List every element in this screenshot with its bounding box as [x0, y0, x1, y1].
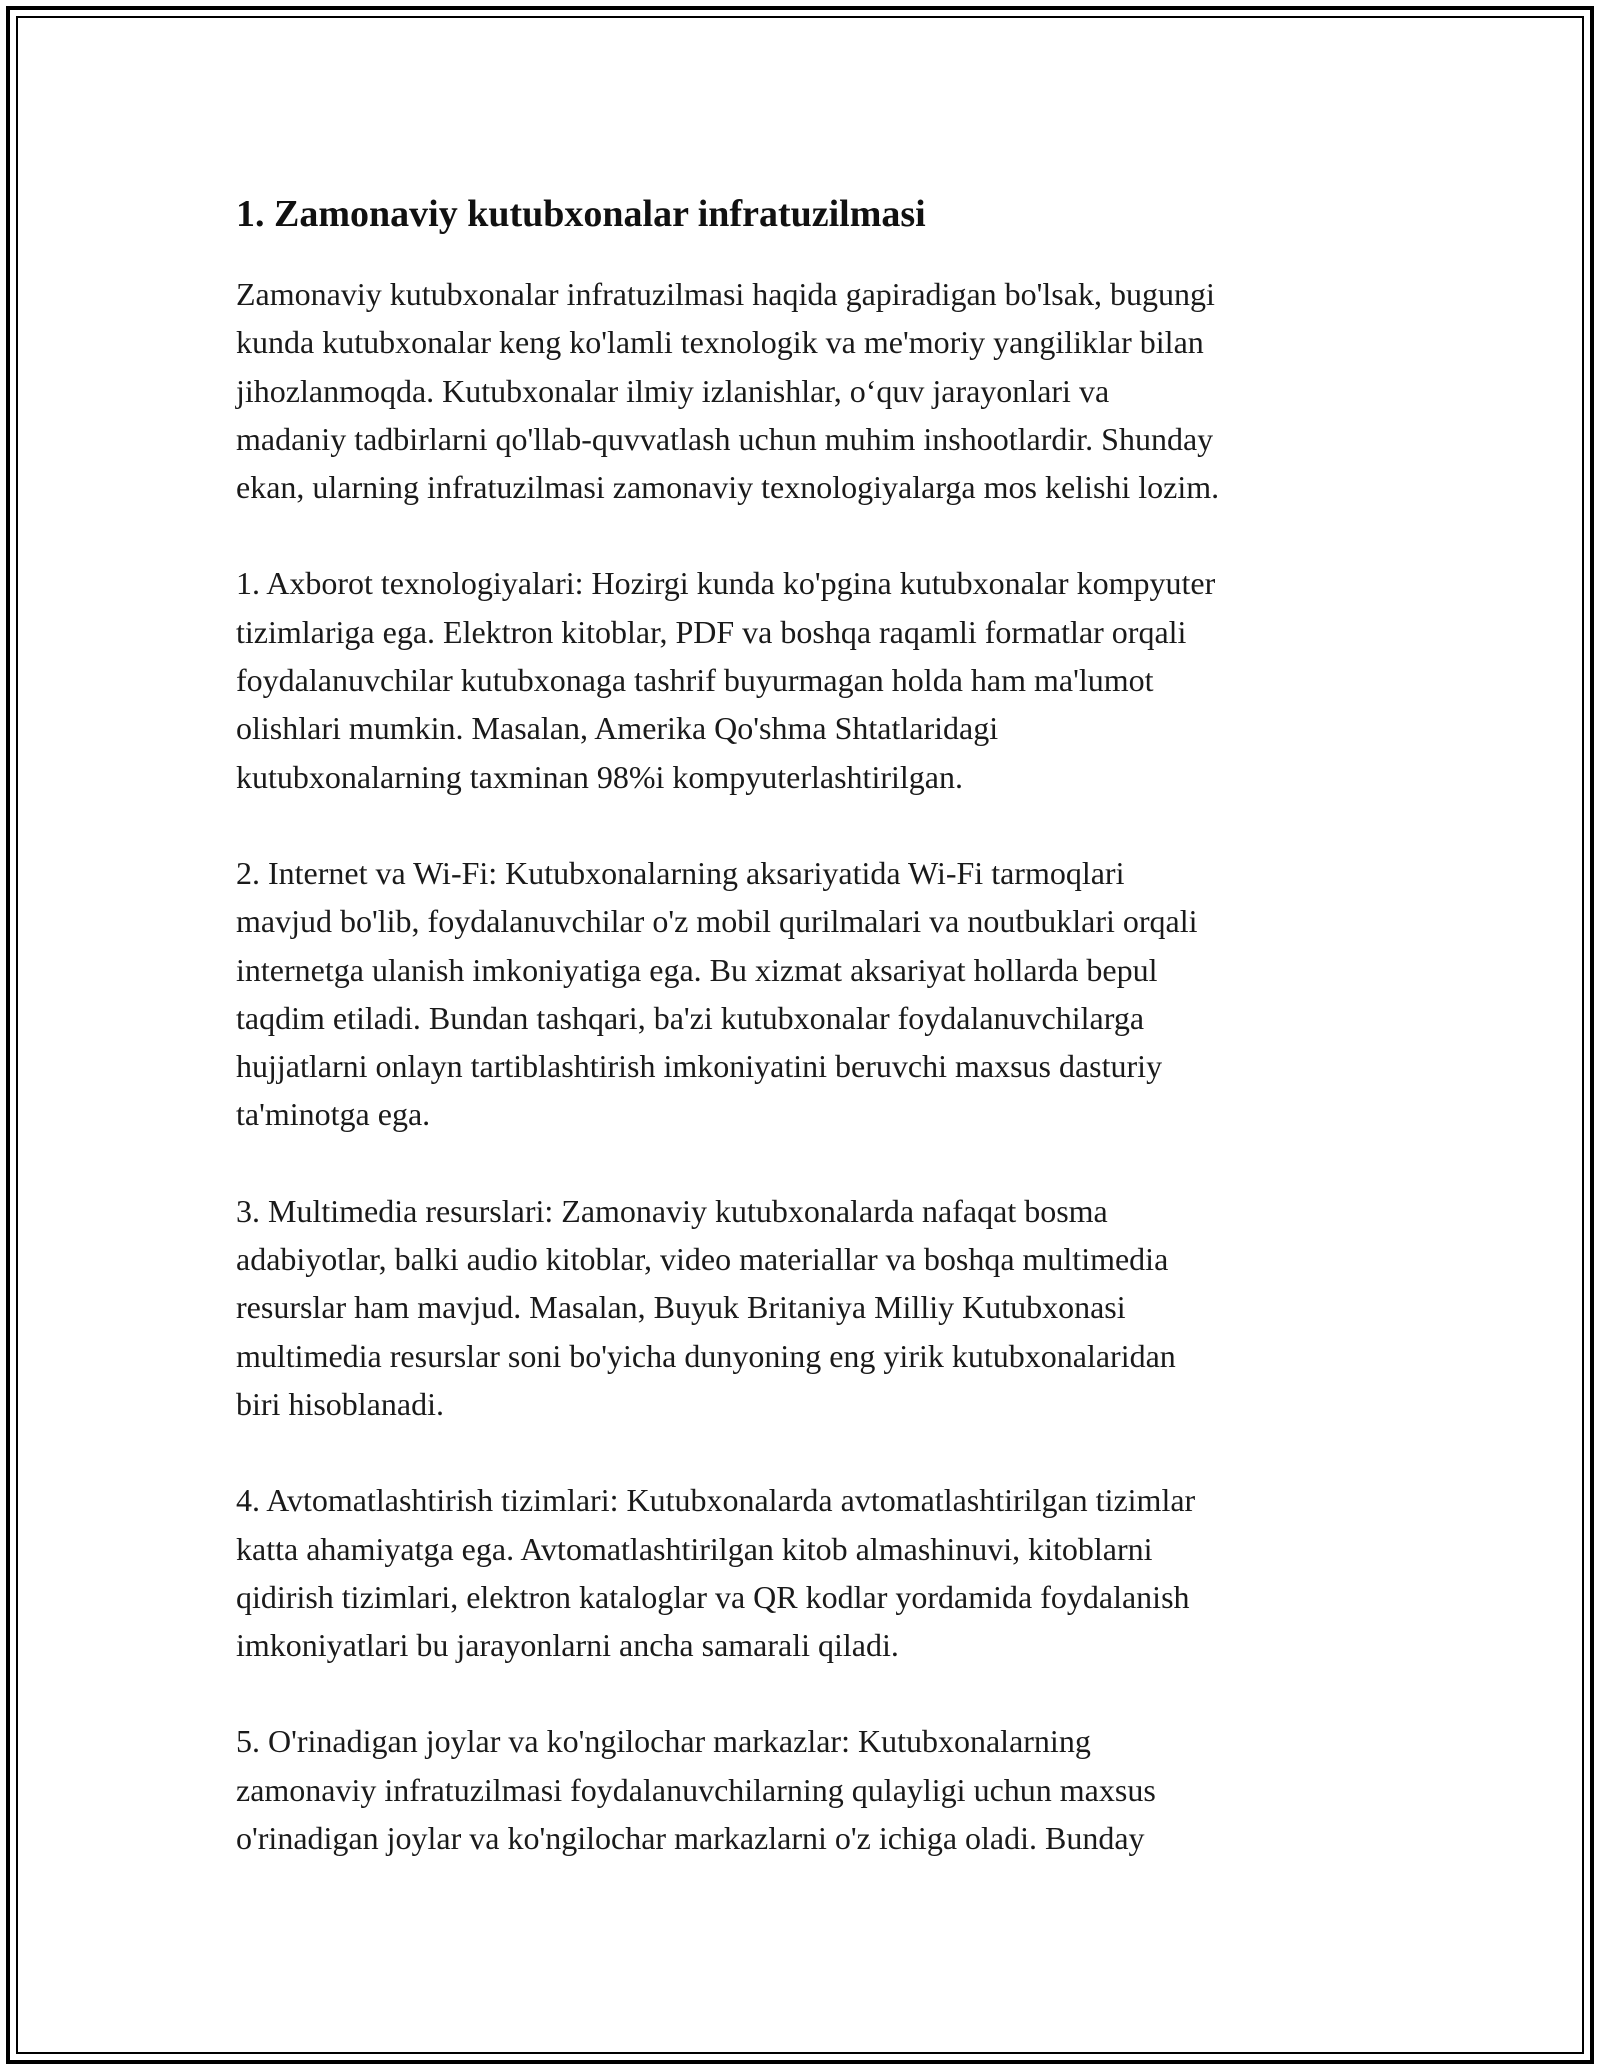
document-body — [236, 186, 1366, 1910]
paragraph-item-4: 4. Avtomatlashtirish tizimlari: Kutubxonalarda avtomatlashtirilgan tizimlar katta ahamiyatga ega. Avtomatlashtirilgan kitob almashinuvi, kitoblarni qidirish tizimlari, elektron kataloglar va QR kodlar yordamida foydalanish imkoniyatlari bu jarayonlarni ancha samarali qiladi. — [236, 1482, 1196, 1664]
paragraph-item-5: 5. O'rinadigan joylar va ko'ngilochar markazlar: Kutubxonalarning zamonaviy infratuzilmasi foydalanuvchilarning qulayligi uchun maxsus o'rinadigan joylar va ko'ngilochar markazlarni o'z ichiga oladi. Bunday — [236, 1723, 1156, 1857]
paragraph-intro: Zamonaviy kutubxonalar infratuzilmasi haqida gapiradigan bo'lsak, bugungi kunda kutubxonalar keng ko'lamli texnologik va me'moriy yangiliklar bilan jihozlanmoqda. Kutubxonalar ilmiy izlanishlar, oʻquv jarayonlari va madaniy tadbirlarni qo'llab-quvvatlash uchun muhim inshootlardir. Shunday ekan, ularning infratuzilmasi zamonaviy texnologiyalarga mos kelishi lozim. — [236, 276, 1220, 506]
paragraph-item-3: 3. Multimedia resurslari: Zamonaviy kutubxonalarda nafaqat bosma adabiyotlar, balki audio kitoblar, video materiallar va boshqa multimedia resurslar ham mavjud. Masalan, Buyuk Britaniya Milliy Kutubxonasi multimedia resurslar soni bo'yicha dunyoning eng yirik kutubxonalaridan biri hisoblanadi. — [236, 1192, 1176, 1422]
paragraph-item-1: 1. Axborot texnologiyalari: Hozirgi kunda ko'pgina kutubxonalar kompyuter tizimlariga ega. Elektron kitoblar, PDF va boshqa raqamli formatlar orqali foydalanuvchilar kutubxonaga tashrif buyurmagan holda ham ma'lumot olishlari mumkin. Masalan, Amerika Qo'shma Shtatlaridagi kutubxonalarning taxminan 98%i kompyuterlashtirilgan. — [236, 565, 1216, 795]
document-title: 1. Zamonaviy kutubxonalar infratuzilmasi — [236, 193, 926, 235]
paragraph-item-2: 2. Internet va Wi-Fi: Kutubxonalarning aksariyatida Wi-Fi tarmoqlari mavjud bo'lib, foydalanuvchilar o'z mobil qurilmalari va noutbuklari orqali internetga ulanish imkoniyatiga ega. Bu xizmat aksariyat hollarda bepul taqdim etiladi. Bundan tashqari, ba'zi kutubxonalar foydalanuvchilarga hujjatlarni onlayn tartiblashtirish imkoniyatini beruvchi maxsus dasturiy ta'minotga ega. — [236, 854, 1198, 1133]
